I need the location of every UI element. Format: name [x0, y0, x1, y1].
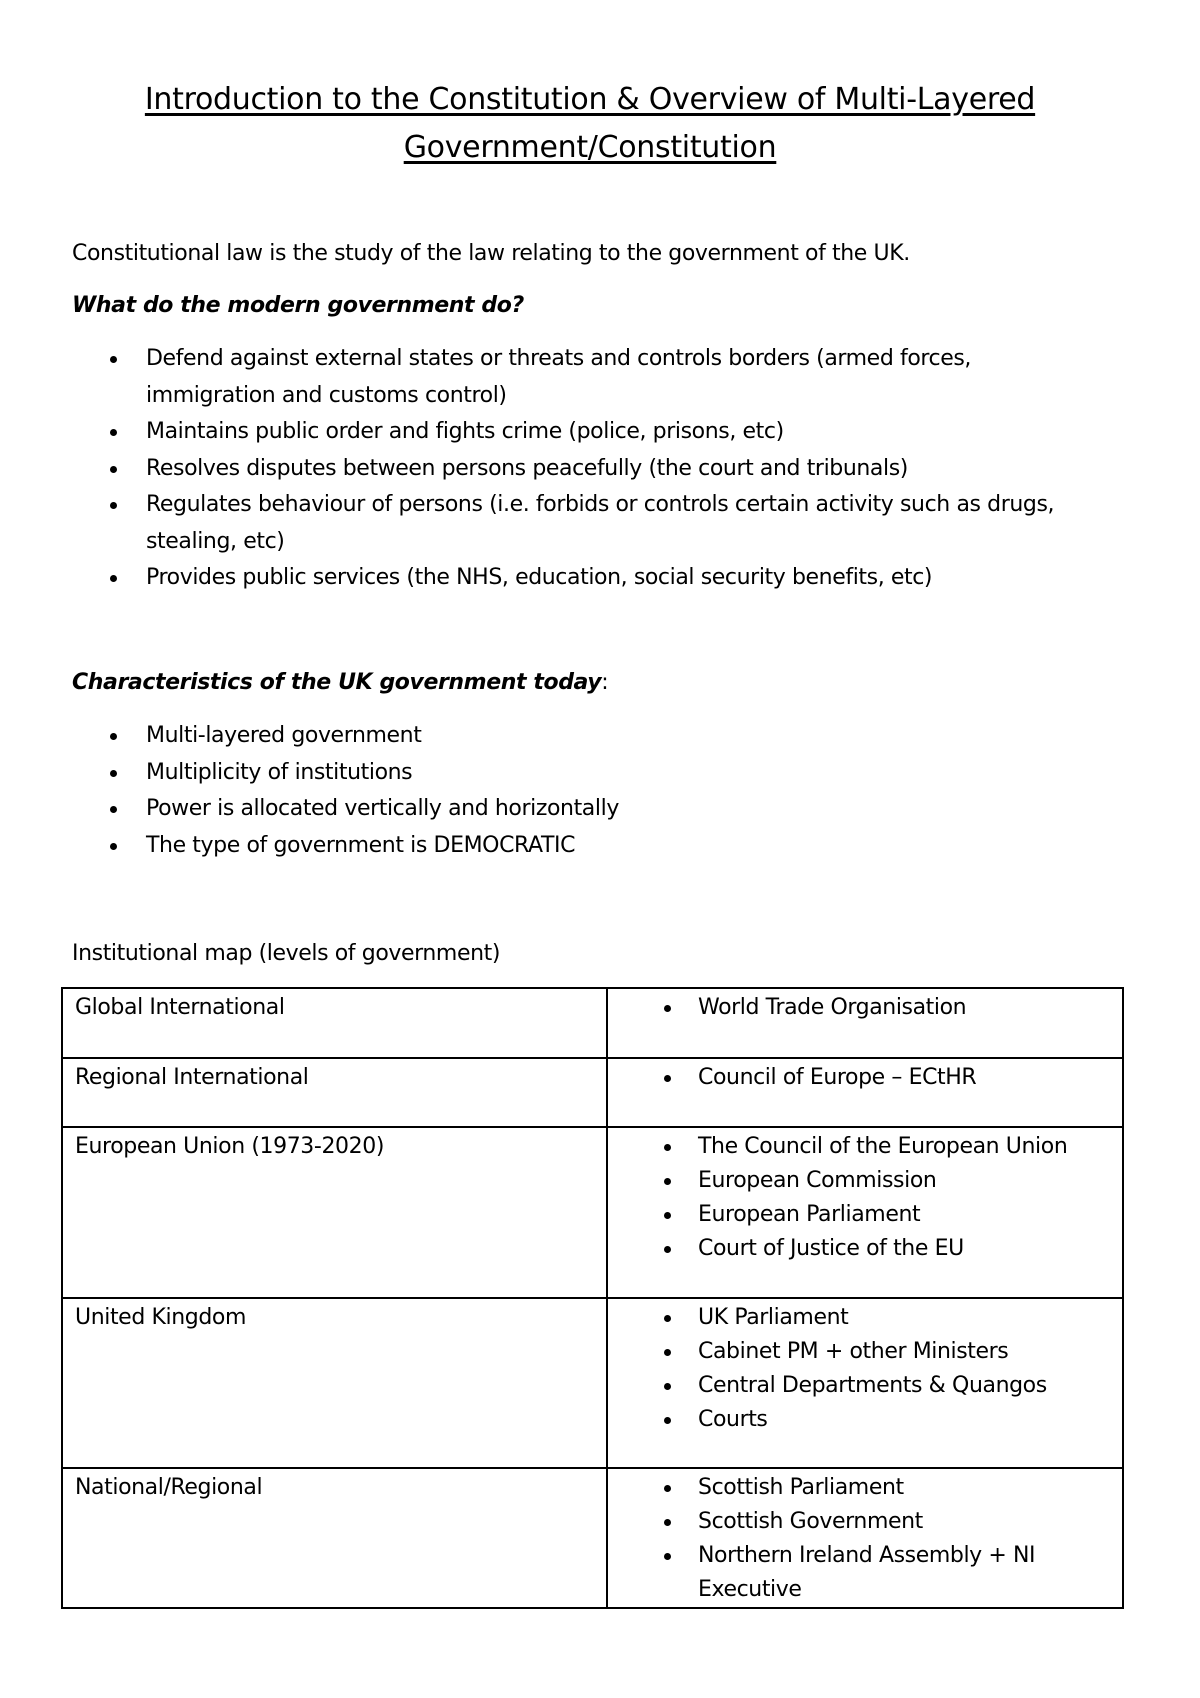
characteristics-list: [146, 718, 1136, 864]
bodies-cell: [607, 1468, 1123, 1608]
title-line-1: Introduction to the Constitution & Overview of Multi-Layered: [144, 82, 1036, 117]
level-cell: Global International: [62, 988, 607, 1058]
bodies-cell: [607, 1298, 1123, 1468]
bullet-icon: [110, 770, 117, 777]
table-row: [62, 1298, 1123, 1468]
list-item: Multi-layered government: [146, 718, 1136, 755]
functions-list: [146, 341, 1136, 597]
institutional-map-table: [61, 987, 1124, 1609]
bodies-cell: [607, 988, 1123, 1058]
list-item: The Council of the European Union: [698, 1130, 1122, 1164]
list-item: European Commission: [698, 1164, 1122, 1198]
list-item: Provides public services (the NHS, education, social security benefits, etc): [146, 560, 1136, 597]
bullet-icon: [664, 1144, 671, 1151]
list-item: Court of Justice of the EU: [698, 1232, 1122, 1266]
list-item: Regulates behaviour of persons (i.e. forbids or controls certain activity such as drugs,: [146, 487, 1136, 524]
bullet-icon: [664, 1383, 671, 1390]
list-item: Scottish Parliament: [698, 1471, 1122, 1505]
bullet-icon: [110, 466, 117, 473]
bodies-cell: [607, 1127, 1123, 1298]
list-item-continuation: stealing, etc): [146, 528, 285, 554]
list-item: World Trade Organisation: [698, 991, 1122, 1025]
section-heading-functions: What do the modern government do?: [72, 293, 524, 318]
level-cell: European Union (1973-2020): [62, 1127, 607, 1298]
table-row: [62, 1058, 1123, 1127]
list-item: Maintains public order and fights crime (police, prisons, etc): [146, 414, 1136, 451]
bodies-cell: [607, 1058, 1123, 1127]
bullet-icon: [664, 1315, 671, 1322]
list-item: UK Parliament: [698, 1301, 1122, 1335]
bullet-icon: [664, 1212, 671, 1219]
list-item-continuation: immigration and customs control): [146, 382, 507, 408]
bullet-icon: [664, 1485, 671, 1492]
table-row: [62, 1468, 1123, 1608]
level-cell: Regional International: [62, 1058, 607, 1127]
bullet-icon: [110, 575, 117, 582]
bullet-icon: [110, 429, 117, 436]
intro-paragraph: Constitutional law is the study of the law relating to the government of the UK.: [72, 241, 910, 266]
list-item: Scottish Government: [698, 1505, 1122, 1539]
table-row: [62, 1127, 1123, 1298]
section-heading-characteristics: Characteristics of the UK government today:: [72, 670, 609, 695]
list-item: Central Departments & Quangos: [698, 1369, 1122, 1403]
bullet-icon: [664, 1246, 671, 1253]
list-item: Courts: [698, 1403, 1122, 1437]
bullet-icon: [664, 1417, 671, 1424]
bullet-icon: [664, 1075, 671, 1082]
list-item-continuation: Executive: [698, 1577, 802, 1602]
list-item: Resolves disputes between persons peacefully (the court and tribunals): [146, 451, 1136, 488]
list-item: Northern Ireland Assembly + NI: [698, 1539, 1122, 1573]
bullet-icon: [664, 1553, 671, 1560]
title-line-2: Government/Constitution: [403, 130, 777, 165]
map-caption: Institutional map (levels of government): [72, 941, 501, 966]
page-title: [60, 76, 1120, 172]
bullet-icon: [664, 1178, 671, 1185]
bullet-icon: [664, 1005, 671, 1012]
bullet-icon: [110, 356, 117, 363]
list-item: Power is allocated vertically and horizontally: [146, 791, 1136, 828]
list-item: European Parliament: [698, 1198, 1122, 1232]
level-cell: National/Regional: [62, 1468, 607, 1608]
table-row: [62, 988, 1123, 1058]
list-item: Multiplicity of institutions: [146, 755, 1136, 792]
bullet-icon: [110, 806, 117, 813]
level-cell: United Kingdom: [62, 1298, 607, 1468]
list-item: The type of government is DEMOCRATIC: [146, 828, 1136, 865]
list-item: Cabinet PM + other Ministers: [698, 1335, 1122, 1369]
bullet-icon: [110, 733, 117, 740]
list-item: Council of Europe – ECtHR: [698, 1061, 1122, 1095]
list-item: Defend against external states or threats and controls borders (armed forces,: [146, 341, 1136, 378]
bullet-icon: [110, 843, 117, 850]
bullet-icon: [664, 1519, 671, 1526]
bullet-icon: [664, 1349, 671, 1356]
bullet-icon: [110, 502, 117, 509]
